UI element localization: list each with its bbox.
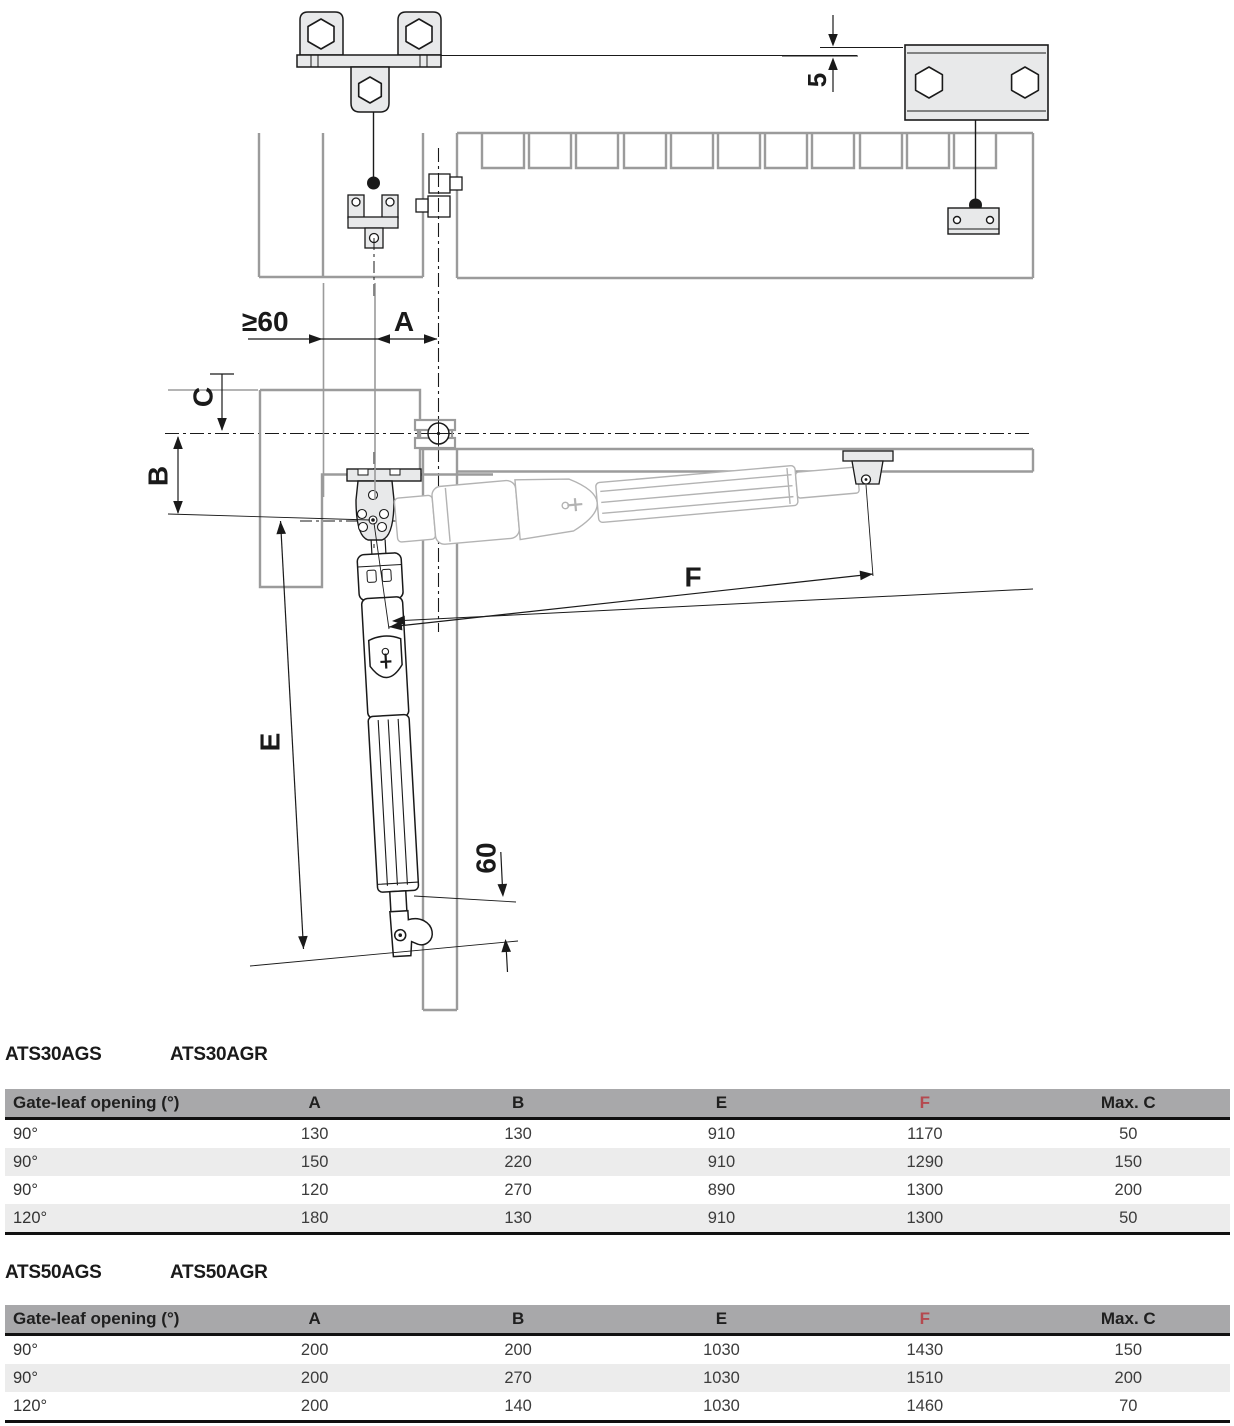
dimension-b	[143, 436, 183, 514]
dim-label-a: A	[393, 306, 415, 337]
ats30-titles	[5, 1044, 1234, 1066]
table-cell: 200	[1114, 1368, 1143, 1387]
ats30-section	[5, 1044, 1234, 1235]
dimension-ge60-A	[242, 306, 438, 344]
table-cell: 130	[504, 1208, 532, 1227]
ats30-spec-table	[5, 1089, 1230, 1235]
table-cell: 1300	[906, 1180, 944, 1199]
table-cell: 130	[504, 1124, 532, 1143]
dimension-60	[471, 842, 512, 972]
table-cell: 120°	[13, 1208, 48, 1227]
table-cell: 270	[504, 1368, 532, 1387]
table-cell: 220	[504, 1152, 532, 1171]
column-header: E	[715, 1093, 728, 1112]
column-header: A	[308, 1309, 321, 1328]
model-title: ATS30AGR	[170, 1044, 268, 1065]
table-cell: 90°	[13, 1340, 38, 1359]
table-row	[5, 1335, 1230, 1365]
table-cell: 270	[504, 1180, 532, 1199]
dim-label-ge60: ≥60	[242, 306, 289, 337]
table-cell: 200	[1114, 1180, 1143, 1199]
dim-label-e: E	[254, 732, 286, 752]
column-header: Max. C	[1100, 1309, 1156, 1328]
ats50-section	[5, 1262, 1234, 1423]
column-header: Gate-leaf opening (°)	[13, 1309, 180, 1328]
table-cell: 1290	[906, 1152, 944, 1171]
table-cell: 890	[707, 1180, 736, 1199]
table-row	[5, 1204, 1230, 1234]
column-header: B	[511, 1309, 525, 1328]
column-header: B	[511, 1093, 525, 1112]
column-header: Gate-leaf opening (°)	[13, 1093, 180, 1112]
column-header: F	[919, 1093, 931, 1112]
column-header: A	[308, 1093, 321, 1112]
table-cell: 90°	[13, 1180, 38, 1199]
dim-label-f: F	[684, 561, 702, 593]
table-cell: 120°	[13, 1396, 48, 1415]
table-cell: 150	[1114, 1340, 1143, 1359]
column-header: E	[715, 1309, 728, 1328]
table-cell: 1300	[906, 1208, 944, 1227]
gate-front-view	[259, 133, 1033, 278]
ats50-titles	[5, 1262, 1234, 1284]
table-row	[5, 1119, 1230, 1149]
extension-lines	[168, 283, 873, 966]
post-bracket-front	[348, 195, 398, 248]
table-cell: 90°	[13, 1152, 38, 1171]
dim-label-b: B	[142, 465, 174, 487]
table-cell: 150	[1114, 1152, 1143, 1171]
table-cell: 130	[300, 1124, 329, 1143]
table-cell: 150	[300, 1152, 329, 1171]
dim-label-60: 60	[470, 842, 502, 874]
spec-tables	[0, 1044, 1234, 1423]
table-cell: 120	[300, 1180, 329, 1199]
dimension-e	[255, 521, 308, 949]
table-cell: 200	[300, 1340, 329, 1359]
table-cell: 1030	[703, 1340, 740, 1359]
table-cell: 50	[1119, 1208, 1138, 1227]
table-cell: 90°	[13, 1368, 38, 1387]
table-cell: 200	[504, 1340, 532, 1359]
table-cell: 200	[300, 1368, 329, 1387]
model-title: ATS50AGS	[5, 1262, 102, 1283]
table-cell: 1170	[907, 1124, 943, 1143]
dim-label-c: C	[187, 386, 219, 408]
dimension-f	[389, 562, 873, 631]
table-cell: 1510	[906, 1368, 944, 1387]
model-title: ATS30AGS	[5, 1044, 102, 1065]
table-row	[5, 1364, 1230, 1392]
table-cell: 200	[300, 1396, 329, 1415]
actuator-leader	[392, 589, 1033, 625]
table-cell: 140	[504, 1396, 532, 1415]
rear-plate	[905, 45, 1048, 212]
column-header: F	[919, 1309, 931, 1328]
dimension-5	[782, 15, 903, 92]
table-cell: 910	[707, 1152, 736, 1171]
dim-label-5: 5	[802, 72, 832, 88]
table-cell: 180	[300, 1208, 329, 1227]
table-cell: 1460	[906, 1396, 944, 1415]
gate-bracket-front	[948, 208, 999, 234]
table-cell: 1430	[906, 1340, 944, 1359]
column-header: Max. C	[1100, 1093, 1156, 1112]
dimension-c	[188, 374, 235, 431]
actuator-open	[393, 450, 860, 550]
table-cell: 90°	[13, 1124, 38, 1143]
model-title: ATS50AGR	[170, 1262, 268, 1283]
table-row	[5, 1392, 1230, 1422]
ats50-spec-table	[5, 1305, 1230, 1423]
table-row	[5, 1148, 1230, 1176]
table-cell: 1030	[703, 1396, 740, 1415]
table-cell: 50	[1119, 1124, 1138, 1143]
table-cell: 910	[707, 1208, 736, 1227]
table-cell: 70	[1119, 1396, 1138, 1415]
table-cell: 1030	[703, 1368, 740, 1387]
table-row	[5, 1176, 1230, 1204]
table-cell: 910	[707, 1124, 736, 1143]
